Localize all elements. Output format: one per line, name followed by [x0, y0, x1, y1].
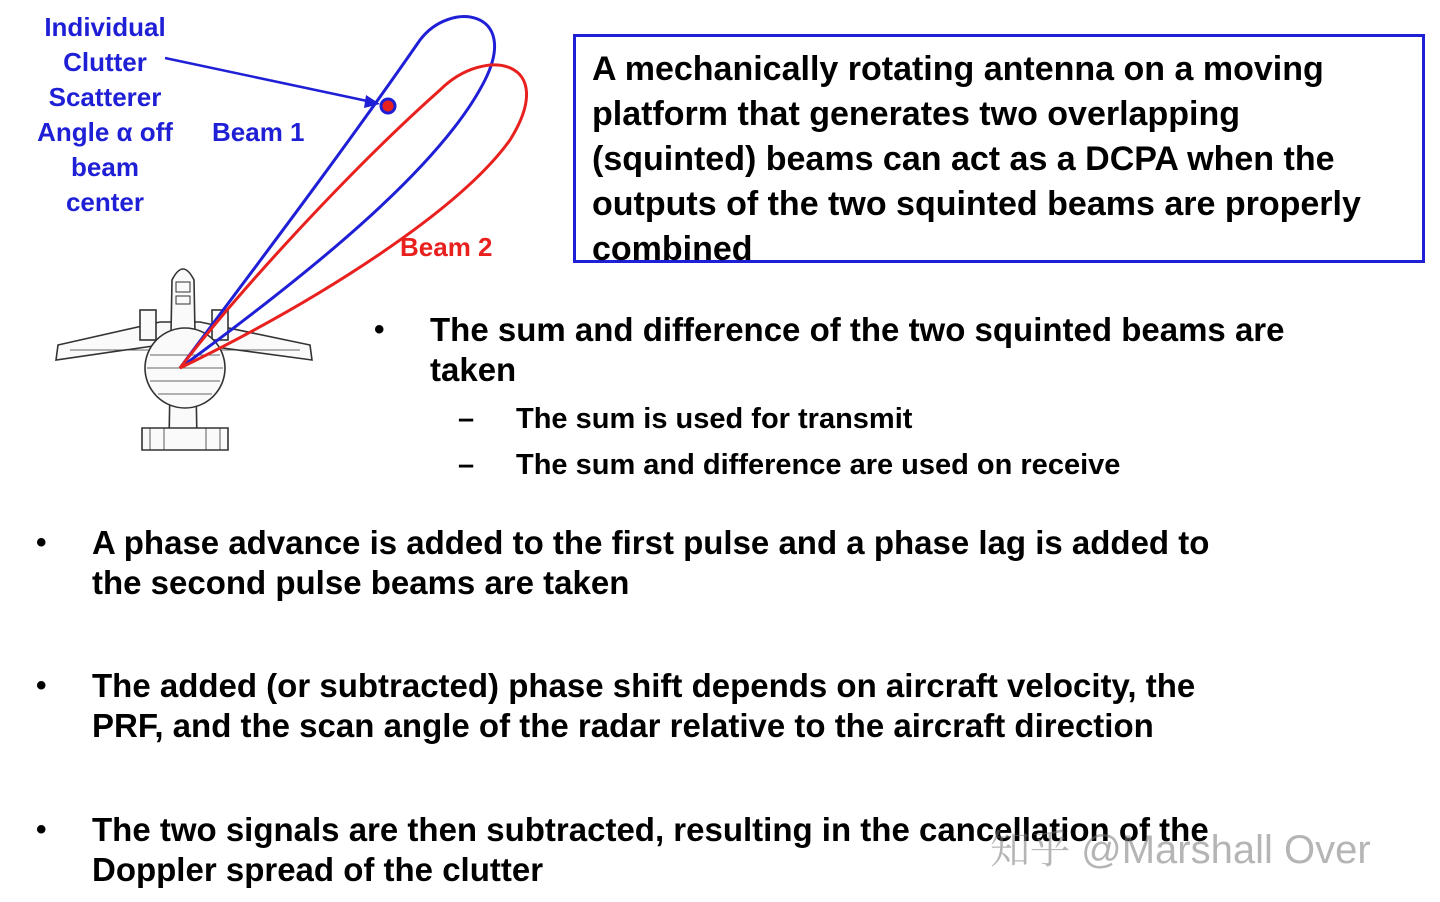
watermark: 知乎 @Marshall Over [990, 828, 1371, 872]
scatterer-label-line: Clutter [63, 47, 147, 77]
bullet-symbol: • [36, 813, 47, 846]
scatterer-label-line: Individual [44, 12, 166, 42]
bullet-line: The added (or subtracted) phase shift depends on aircraft velocity, the [92, 667, 1196, 704]
dash-symbol: – [458, 403, 475, 435]
bullet-line: The sum and difference of the two squinted beams are [430, 311, 1285, 348]
sub-bullet-text: The sum is used for transmit [516, 403, 913, 435]
bullet-line: taken [430, 351, 517, 388]
bullet-line: PRF, and the scan angle of the radar relative to the aircraft direction [92, 707, 1154, 744]
bullet-symbol: • [36, 669, 47, 702]
scatterer-label-line: Angle α off [37, 117, 173, 147]
bullet-line: Doppler spread of the clutter [92, 851, 544, 888]
bullet-symbol: • [374, 313, 385, 346]
scatterer-label-line: Scatterer [48, 82, 162, 112]
dcpa-callout-box: A mechanically rotating antenna on a moving platform that generates two overlapping (squinted) beams can act as a DCPA when the outputs of the two squinted beams are properly combined [573, 34, 1425, 263]
dash-symbol: – [458, 449, 475, 481]
beam-1-label: Beam 1 [212, 117, 305, 147]
scatterer-label-line: center [65, 187, 145, 217]
beam-2-label: Beam 2 [400, 232, 493, 262]
scatterer-label [22, 10, 188, 220]
sub-bullet-text: The sum and difference are used on receive [516, 449, 1121, 481]
scatterer-pointer-arrow [165, 58, 372, 102]
bullet-symbol: • [36, 526, 47, 559]
scatterer-label-line: beam [71, 152, 139, 182]
bullet-line: The two signals are then subtracted, resulting in the cancellation of the [92, 811, 1209, 848]
clutter-scatterer-dot [381, 99, 395, 113]
bullet-line: A phase advance is added to the first pulse and a phase lag is added to [92, 524, 1210, 561]
bullet-line: the second pulse beams are taken [92, 564, 630, 601]
